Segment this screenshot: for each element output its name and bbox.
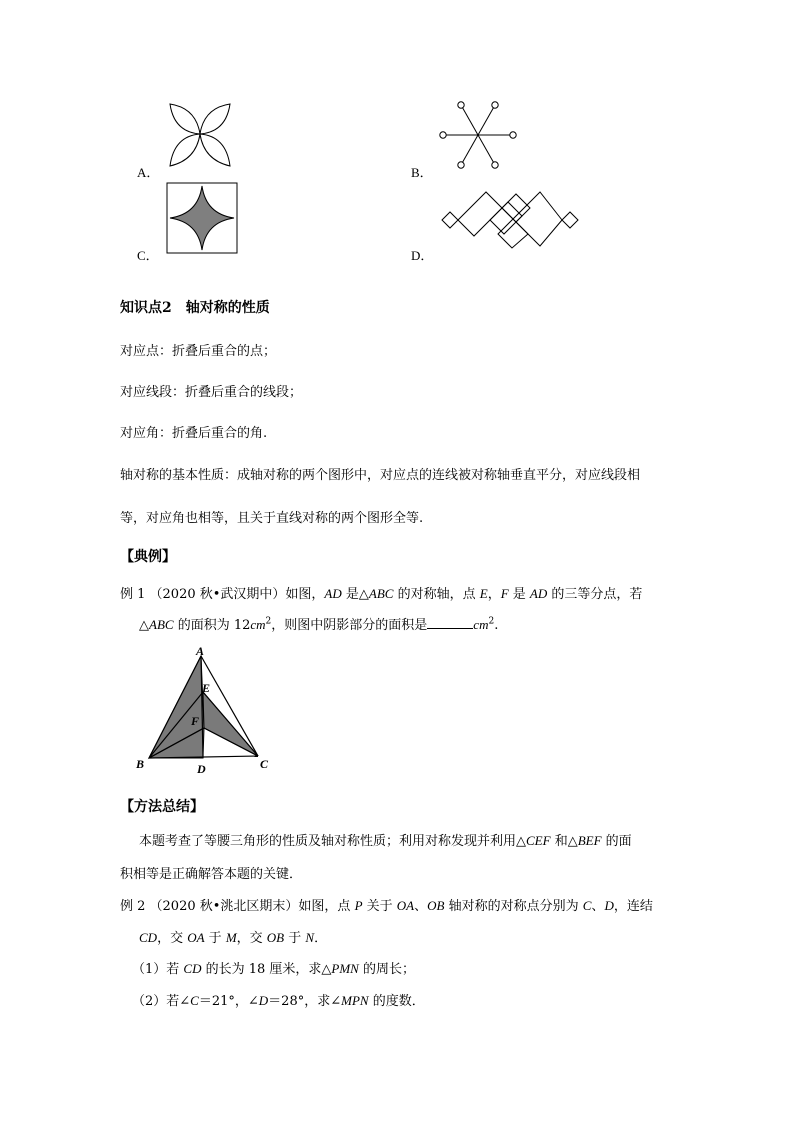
- triangle-figure: [134, 642, 274, 780]
- option-c-label: C．: [137, 248, 159, 263]
- example2-question-2: （2）若∠C＝21°，∠D＝28°，求∠MPN 的度数．: [132, 993, 425, 1009]
- label-A: A: [196, 644, 205, 658]
- method-heading: 【方法总结】: [120, 799, 204, 815]
- example2-question-1: （1）若 CD 的长为 18 厘米，求△PMN 的周长；: [132, 961, 415, 977]
- example-heading: 【典例】: [120, 549, 176, 565]
- method-line-1: 本题考查了等腰三角形的性质及轴对称性质；利用对称发现并利用△CEF 和△BEF 的面: [139, 833, 632, 849]
- option-a-label: A．: [137, 165, 160, 180]
- example1-line-1: 例 1 （2020 秋•武汉期中）如图，AD 是△ABC 的对称轴，点 E，F 是 AD 的三等分点，若: [120, 586, 643, 602]
- section-title: 知识点2 轴对称的性质: [120, 300, 270, 316]
- example2-line-1: 例 2 （2020 秋•洮北区期末）如图，点 P 关于 OA、OB 轴对称的对称点分别为 C、D，连结: [120, 898, 653, 914]
- answer-blank[interactable]: [427, 616, 473, 629]
- text-line-2: 对应线段：折叠后重合的线段；: [120, 385, 303, 400]
- label-D: D: [197, 762, 206, 776]
- text-line-1: 对应点：折叠后重合的点；: [120, 344, 277, 359]
- label-B: B: [136, 757, 145, 771]
- property-line-1: 轴对称的基本性质：成轴对称的两个图形中，对应点的连线被对称轴垂直平分，对应线段相: [120, 468, 641, 483]
- four-petal-figure: [160, 96, 240, 176]
- option-b-label: B．: [411, 165, 433, 180]
- text-line-3: 对应角：折叠后重合的角.: [120, 426, 268, 441]
- method-line-2: 积相等是正确解答本题的关键．: [120, 867, 303, 882]
- label-E: E: [202, 681, 211, 695]
- star-lines-figure: [436, 98, 520, 172]
- option-d-label: D．: [411, 248, 434, 263]
- label-F: F: [191, 714, 200, 728]
- example1-line-2: △ABC 的面积为 $12cm^2$，则图中阴影部分的面积是 $cm^2$.: [139, 616, 499, 633]
- diamond-chain-figure: [440, 188, 580, 250]
- example2-line-2: CD，交 OA 于 M，交 OB 于 N．: [139, 930, 328, 946]
- square-star-figure: [166, 182, 238, 254]
- property-line-2: 等，对应角也相等，且关于直线对称的两个图形全等.: [120, 511, 424, 526]
- label-C: C: [260, 757, 269, 771]
